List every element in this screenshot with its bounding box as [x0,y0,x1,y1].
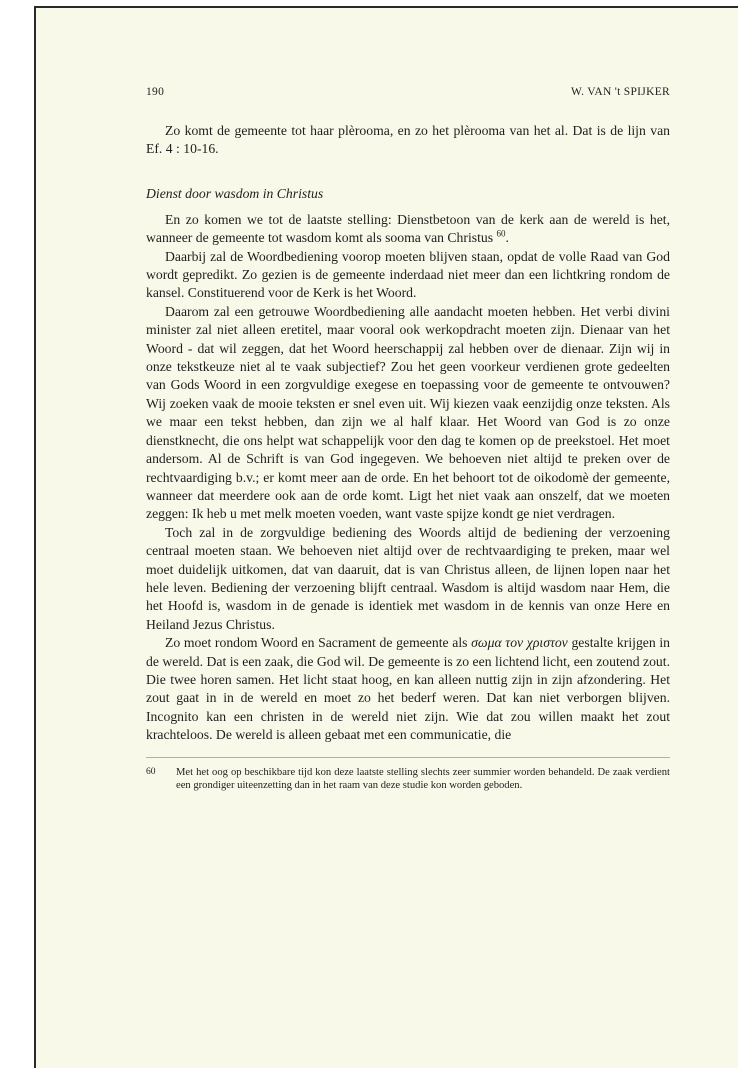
paragraph-3: Daarom zal een getrouwe Woordbediening alle aandacht moeten hebben. Het verbi divini minister zal niet alleen eretitel, maar vooral ook werkopdracht moeten zijn. Dienaar van het Woord - dat wil zeggen, dat het Woord heerschappij zal hebben over de dienaar. Zijn wij in onze tekstkeuze niet al te vaak subjectief? Zou het geen voorkeur verdienen grote gedeelten van Gods Woord in een zorgvuldige exegese en toepassing voor de gemeente te ontvouwen? Wij zoeken vaak de mooie teksten er snel even uit. Wij kiezen vaak eenzijdig onze teksten. Als we maar een tekst hebben, dan zijn we al half klaar. Het Woord van God is zo onze dienstknecht, die ons helpt wat schappelijk voor den dag te komen op de preekstoel. Het moet andersom. Al de Schrift is van God ingegeven. We behoeven niet altijd te preken over de rechtvaardiging b.v.; er komt meer aan de orde. En het behoort tot de oikodomè der gemeente, wanneer dat meerdere ook aan de orde komt. Ligt het niet vaak aan onszelf, dat we moeten zeggen: Ik heb u met melk moeten voeden, want vaste spijze kondt ge niet verdragen. [146,303,670,522]
page-number: 190 [146,86,165,98]
footnote [146,766,670,793]
paragraph-5 [146,634,670,744]
intro-paragraph: Zo komt de gemeente tot haar plèrooma, en zo het plèrooma van het al. Dat is de lijn van Ef. 4 : 10-16. [146,123,670,157]
paragraph-5-start: Zo moet rondom Woord en Sacrament de gemeente als [165,635,468,651]
book-page [34,6,738,1068]
paragraph-1 [146,211,670,248]
footnote-divider [146,757,670,758]
paragraph-1-text: En zo komen we tot de laatste stelling: Dienstbetoon van de kerk aan de wereld is het, wanneer de gemeente tot wasdom komt als sooma van Christus [146,211,670,246]
paragraph-2: Daarbij zal de Woordbediening voorop moeten blijven staan, opdat de volle Raad van God wordt gepredikt. Zo gezien is de gemeente inderdaad niet meer dan een lichtkring rondom de kansel. Constituerend voor de Kerk is het Woord. [146,248,670,301]
page-content [146,86,670,793]
paragraph-1-end: . [505,230,509,246]
footnote-number: 60 [146,766,156,777]
footnote-reference[interactable]: 60 [496,228,506,239]
running-head [146,86,670,106]
footnote-text: Met het oog op beschikbare tijd kon deze laatste stelling slechts zeer summier worden behandeld. De zaak verdient een grondiger uiteenzetting dan in het raam van deze studie kon worden geboden. [176,766,670,792]
section-heading: Dienst door wasdom in Christus [146,185,324,201]
paragraph-4: Toch zal in de zorgvuldige bediening des Woords altijd de bediening der verzoening centraal moeten staan. We behoeven niet altijd over de rechtvaardiging te preken, maar wel moet duidelijk uitkomen, dat van daaruit, dat is van Christus alleen, de lijnen lopen naar het hele leven. Bediening der verzoening blijft centraal. Wasdom is altijd wasdom naar Hem, die het Hoofd is, wasdom in de genade is identiek met wasdom in de kennis van onze Here en Heiland Jezus Christus. [146,524,670,632]
greek-phrase: σωμα τον χριστον [471,635,568,651]
paragraph-5-rest: gestalte krijgen in de wereld. Dat is een zaak, die God wil. De gemeente is zo een lichtend licht, een zoutend zout. Die twee horen samen. Het licht staat hoog, en kan alleen nuttig zijn in zijn afzondering. Het zout gaat in in de wereld en moet zo het bederf weren. Dat kan niet verborgen blijven. Incognito kan een christen in de wereld niet zijn. Wie dat zou willen maakt het zout krachteloos. De wereld is alleen gebaat met een communicatie, die [146,635,671,743]
running-title: W. VAN 't SPIJKER [571,86,670,98]
